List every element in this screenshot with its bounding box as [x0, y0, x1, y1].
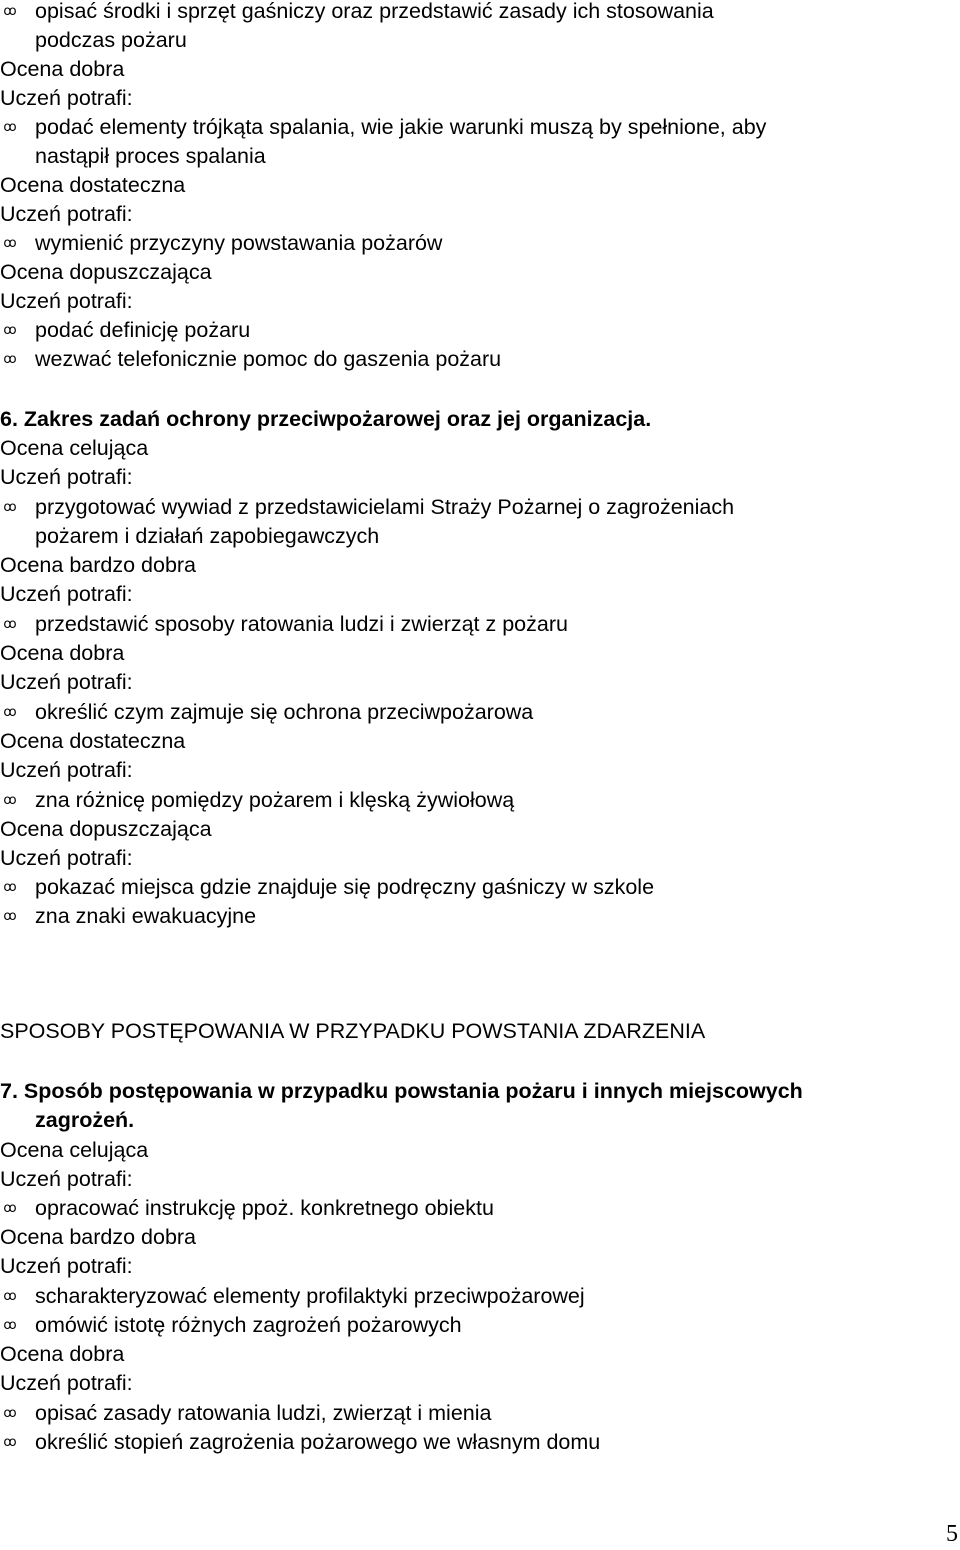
document-section-title: SPOSOBY POSTĘPOWANIA W PRZYPADKU POWSTANIA ZDARZENIA [0, 1019, 706, 1043]
student-can-label: Uczeń potrafi: [0, 670, 133, 694]
student-can-label: Uczeń potrafi: [0, 582, 133, 606]
bullet-icon: ꝏ [3, 1318, 17, 1333]
bullet-icon: ꝏ [3, 323, 17, 338]
grade-label: Ocena dopuszczająca [0, 260, 212, 284]
list-item-continuation: podczas pożaru [35, 28, 187, 52]
grade-label: Ocena dopuszczająca [0, 817, 212, 841]
student-can-label: Uczeń potrafi: [0, 1371, 133, 1395]
grade-label: Ocena bardzo dobra [0, 1225, 197, 1249]
section-heading: 6. Zakres zadań ochrony przeciwpożarowej oraz jej organizacja. [0, 407, 652, 431]
grade-label: Ocena dobra [0, 57, 125, 81]
bullet-icon: ꝏ [3, 236, 17, 251]
student-can-label: Uczeń potrafi: [0, 758, 133, 782]
bullet-icon: ꝏ [3, 1201, 17, 1216]
document-page: ꝏ opisać środki i sprzęt gaśniczy oraz przedstawić zasady ich stosowania podczas pożaru Ocena dobra Uczeń potrafi: ꝏ podać elementy trójkąta spalania, wie jakie warunki muszą by spełnione, aby nastąpił proces spalania Ocena dostateczna Uczeń potrafi: ꝏ wymienić przyczyny powstawania pożarów Ocena dopuszczająca Uczeń potrafi: ꝏ podać definicję pożaru ꝏ wezwać telefonicznie pomoc do gaszenia pożaru 6. Zakres zadań ochrony przeciwpożarowej oraz jej organizacja. Ocena celująca Uczeń potrafi: ꝏ przygotować wywiad z przedstawicielami Straży Pożarnej o zagrożeniach pożarem i działań zapobiegawczych Ocena bardzo dobra Uczeń potrafi: ꝏ przedstawić sposoby ratowania ludzi i zwierząt z pożaru Ocena dobra Uczeń potrafi: ꝏ określić czym zajmuje się ochrona przeciwpożarowa Ocena dostateczna Uczeń potrafi: ꝏ zna różnicę pomiędzy pożarem i klęską żywiołową Ocena dopuszczająca Uczeń potrafi: ꝏ pokazać miejsca gdzie znajduje się podręczny gaśniczy w szkole ꝏ zna znaki ewakuacyjne SPOSOBY POSTĘPOWANIA W PRZYPADKU POWSTANIA ZDARZENIA 7. Sposób postępowania w przypadku powstania pożaru i innych miejscowych zagrożeń. Ocena celująca Uczeń potrafi: ꝏ opracować instrukcję ppoż. konkretnego obiektu Ocena bardzo dobra Uczeń potrafi: ꝏ scharakteryzować elementy profilaktyki przeciwpożarowej ꝏ omówić istotę różnych zagrożeń pożarowych Ocena dobra Uczeń potrafi: ꝏ opisać zasady ratowania ludzi, zwierząt i mienia ꝏ określić stopień zagrożenia pożarowego we własnym domu 5 [0, 0, 960, 1550]
bullet-icon: ꝏ [3, 500, 17, 515]
page-number: 5 [946, 1521, 958, 1547]
student-can-label: Uczeń potrafi: [0, 846, 133, 870]
bullet-icon: ꝏ [3, 1406, 17, 1421]
student-can-label: Uczeń potrafi: [0, 1254, 133, 1278]
list-item-continuation: nastąpił proces spalania [35, 144, 266, 168]
bullet-icon: ꝏ [3, 120, 17, 135]
bullet-icon: ꝏ [3, 793, 17, 808]
student-can-label: Uczeń potrafi: [0, 465, 133, 489]
student-can-label: Uczeń potrafi: [0, 289, 133, 313]
student-can-label: Uczeń potrafi: [0, 86, 133, 110]
bullet-icon: ꝏ [3, 617, 17, 632]
bullet-icon: ꝏ [3, 352, 17, 367]
bullet-icon: ꝏ [3, 4, 17, 19]
bullet-icon: ꝏ [3, 1435, 17, 1450]
grade-label: Ocena dobra [0, 641, 125, 665]
grade-label: Ocena dostateczna [0, 173, 186, 197]
list-item-continuation: pożarem i działań zapobiegawczych [35, 524, 380, 548]
student-can-label: Uczeń potrafi: [0, 202, 133, 226]
bullet-icon: ꝏ [3, 705, 17, 720]
grade-label: Ocena bardzo dobra [0, 553, 197, 577]
bullet-icon: ꝏ [3, 880, 17, 895]
grade-label: Ocena dobra [0, 1342, 125, 1366]
grade-label: Ocena celująca [0, 436, 149, 460]
grade-label: Ocena celująca [0, 1138, 149, 1162]
bullet-icon: ꝏ [3, 1289, 17, 1304]
bullet-icon: ꝏ [3, 909, 17, 924]
section-heading: 7. Sposób postępowania w przypadku powstania pożaru i innych miejscowych [0, 1079, 803, 1103]
section-heading-continuation: zagrożeń. [35, 1108, 135, 1132]
grade-label: Ocena dostateczna [0, 729, 186, 753]
student-can-label: Uczeń potrafi: [0, 1167, 133, 1191]
